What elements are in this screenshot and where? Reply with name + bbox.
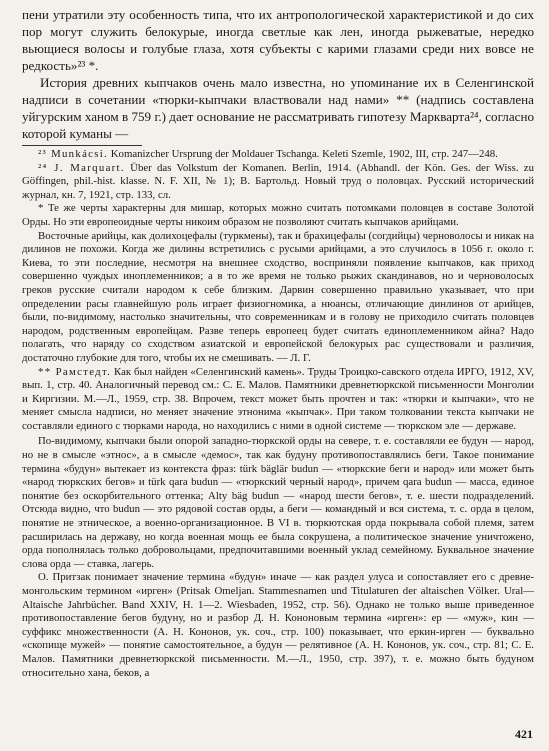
footnote-24 (22, 162, 534, 203)
footnotes (22, 148, 534, 433)
footnote-divider (22, 145, 142, 146)
footnote-author: ²⁴ J. Marquart. (38, 161, 125, 174)
page-number: 421 (515, 727, 533, 741)
footnote-author: ²³ Munkácsi. (38, 148, 109, 160)
footnote-text: Über das Volkstum der Komanen. Berlin, 1914. (Abhandl. der Kön. Ges. der Wiss. zu Göffingen, phil.-hist. klasse. N. F. XII, № 1); В. Бартольд. Новый труд о половцах. Русский исторический журнал, кн. 7, 1921, стр. 133, сл. (22, 161, 535, 201)
footnote-double-star (22, 366, 534, 434)
footnote-star: * Те же черты характерны для мишар, которых можно считать потомками половцев в составе Золотой Орды. Но эти европеоидные черты никоим образом не позволяют считать кыпчаков арийцами. (22, 202, 534, 228)
main-paragraph: пени утратили эту особенность типа, что их антропологической характеристикой и до сих пор могут служить белокурые, иногда светлые как лен, иногда рыжеватые, нередко вьющиеся волосы и голубые глаза, хотя субъекты с карими глазами среди них вовсе не редкость»²³ *. (22, 7, 534, 73)
commentary-paragraph: О. Притзак понимает значение термина «будун» иначе — как раздел улуса и сопоставляет его с древне-монгольским термином «ирген» (Pritsak Omeljan. Stammesnamen und Titulaturen der altaischen Völker. Ural—Altaische Jahrbücher. Band XXIV, H. 1—2. Wiesbaden, 1952, стр. 56). Однако не только выше приведенное противопоставление бегов будуну, но и разбор Д. Н. Кононовым термина «ирген»: ер — «муж», кин — суффикс множественности (А. Н. Кононов, ук. соч., стр. 100) показывает, что еркин-ирген — буквально «скопище мужей» — понятие самостоятельное, а будун — релятивное (А. Н. Кононов, ук. соч., стр. 81; С. Е. Малов. Памятники древнетюркской письменности. М.—Л., 1950, стр. 397), т. е. можно быть будуном относительно хана, беков, а (22, 571, 534, 679)
main-paragraph: История древних кыпчаков очень мало известна, но упоминание их в Селенгинской надписи в сочетании «тюрки-кыпчаки властвовали над нами» ** (надпись составлена уйгурским ханом в 759 г.) дает основание не рассматривать гипотезу Маркварта²⁴, согласно которой куманы — (22, 75, 534, 141)
footnote-star-continuation: Восточные арийцы, как долихоцефалы (туркмены), так и брахицефалы (согдийцы) черноволосы и никак на дилинов не похожи. Когда же дилины встретились с русыми арийцами, а это случилось в 1056 г. около г. Киева, то эти последние, несмотря на внешнее сходство, восприняли появление кыпчаков, как приход совершенно чуждых иноплеменников; а в то же время не только рыжих скандинавов, но и черноволосых греков русские считали народом к себе близким. Дарвин совершенно правильно указывает, что при определении расы главнейшую роль играет физиогномика, а нюансы, отличающие динлинов от арийцев, были, по-видимому, настолько значительны, что современникам и в голову не приходило считать половцев народом, родственным европейцам. Разве теперь европеец будет считать единоплеменником айна? Надо полагать, что наряду со сходством азиатской и европейской белокурых рас существовали и различия, достаточно глубокие для того, чтобы их не смешивать. — Л. Г. (22, 229, 534, 364)
main-text (22, 6, 534, 142)
commentary-text (22, 435, 534, 680)
footnote-text: Как был найден «Селенгинский камень». Труды Троицко-савского отдела ИРГО, 1912, XV, вып. 1, стр. 40. Аналогичный перевод см.: С. Е. Малов. Памятники древнетюркской письменности Монголии и Киргизии. М.—Л., 1959, стр. 38. Впрочем, текст может быть прочтен и так: «тюрки и кыпчаки», что не меняет смысла надписи, но меняет значение этнонима «кыпчак». При таком толковании текста кыпчаки не составляли единого с тюрками народа, но находились с ними в одной системе — тюркском эле — державе. (22, 365, 534, 432)
footnote-text: Komanizcher Ursprung der Moldauer Tschanga. Keleti Szemle, 1902, III, стр. 247—248. (108, 148, 498, 160)
commentary-paragraph: По-видимому, кыпчаки были опорой западно-тюркской орды на севере, т. е. составляли ее будун — народ, но не в смысле «этнос», а в смысле «демос», так как будуну противопоставлялись беги. Такое понимание термина «будун» вытекает из контекста фраз: türk bäglär budun — «тюркские беги и народ» или может быть «народ тюркских бегов» и türk qara budun — «тюркский черный народ», причем qara budun — масса, единое понятие без оскорбительного оттенка; Altу bäg budun — «народ шести бегов», т. е. шести подразделений. Отсюда видно, что budun — это рядовой состав орды, а беги — командный и вся система, т. с. орда в целом, понятие не этническое, а военно-организационное. В VI в. тюркютская орда покрывала собой племя, затем расширилась на державу, но когда военная мощь ее была сокрушена, а политическое значение уничтожено, орда пополнялась только добровольцами, предпочитавшими военный уклад семейному. Буквальное значение слова орда — ставка, лагерь. (22, 435, 534, 570)
footnote-author: ** Рамстедт. (38, 365, 112, 378)
footnote-23 (22, 148, 534, 162)
